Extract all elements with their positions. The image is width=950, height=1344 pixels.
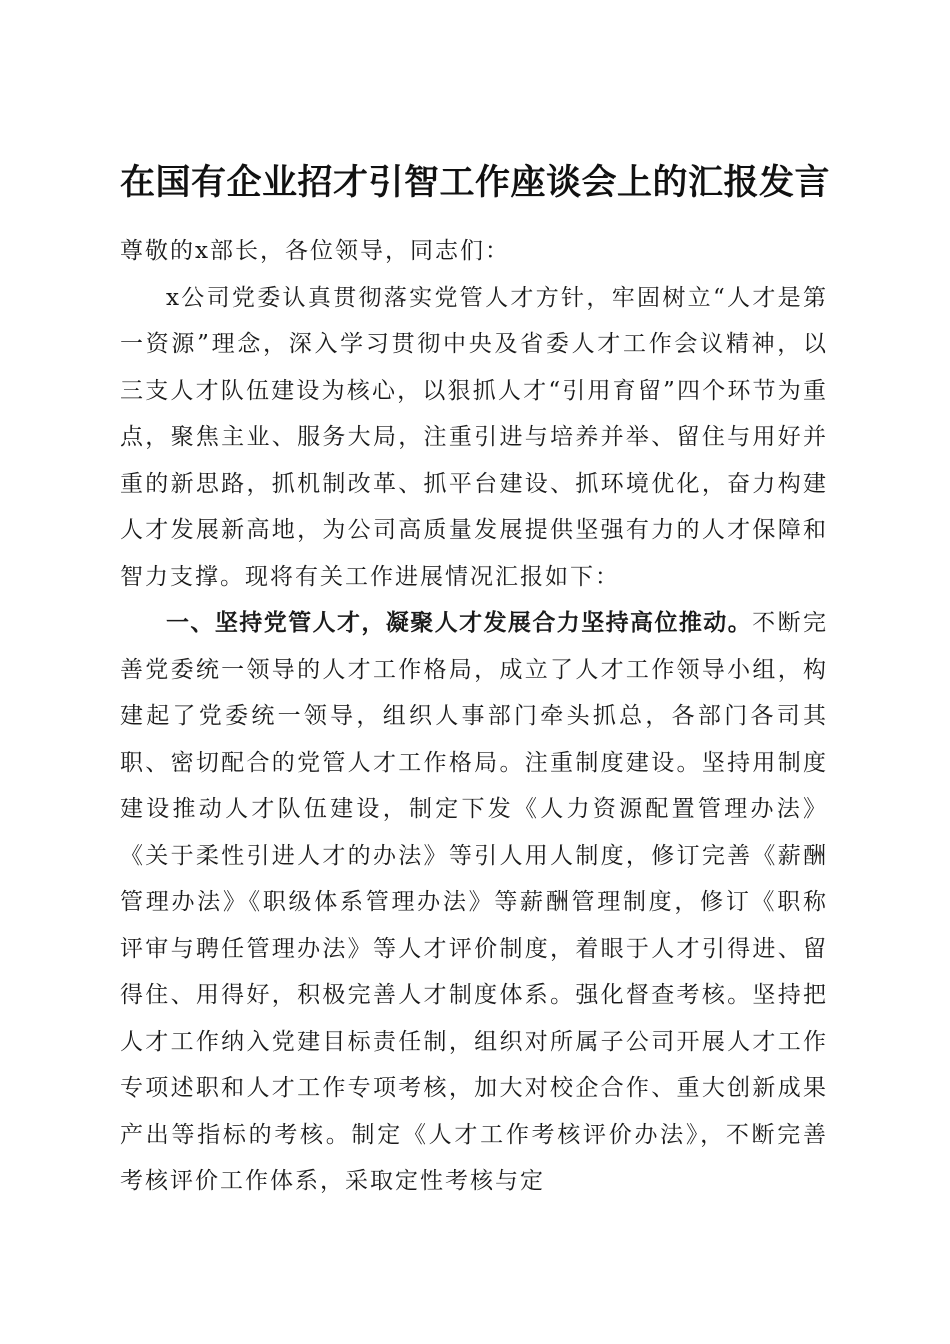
section-1-text: 不断完善党委统一领导的人才工作格局，成立了人才工作领导小组，构建起了党委统一领导，组织人事部门牵头抓总，各部门各司其职、密切配合的党管人才工作格局。注重制度建设。坚持用制度建设推动人才队伍建设，制定下发《人力资源配置管理办法》《关于柔性引进人才的办法》等引人用人制度，修订完善《薪酬管理办法》《职级体系管理办法》等薪酬管理制度，修订《职称评审与聘任管理办法》等人才评价制度，着眼于人才引得进、留得住、用得好，积极完善人才制度体系。强化督查考核。坚持把人才工作纳入党建目标责任制，组织对所属子公司开展人才工作专项述职和人才工作专项考核，加大对校企合作、重大创新成果产出等指标的考核。制定《人才工作考核评价办法》，不断完善考核评价工作体系，采取定性考核与定	[120, 610, 829, 1194]
salutation: 尊敬的x部长，各位领导，同志们：	[120, 238, 510, 264]
document-title: 在国有企业招才引智工作座谈会上的汇报发言	[119, 162, 830, 204]
document-body	[120, 228, 828, 1205]
section-1-heading: 一、坚持党管人才，凝聚人才发展合力坚持高位推动。	[166, 610, 753, 636]
intro-paragraph: x公司党委认真贯彻落实党管人才方针，牢固树立“人才是第一资源”理念，深入学习贯彻中央及省委人才工作会议精神，以三支人才队伍建设为核心，以狠抓人才“引用育留”四个环节为重点，聚焦主业、服务大局，注重引进与培养并举、留住与用好并重的新思路，抓机制改革、抓平台建设、抓环境优化，奋力构建人才发展新高地，为公司高质量发展提供坚强有力的人才保障和智力支撑。现将有关工作进展情况汇报如下：	[120, 284, 828, 590]
section-1-paragraph	[120, 600, 828, 1205]
